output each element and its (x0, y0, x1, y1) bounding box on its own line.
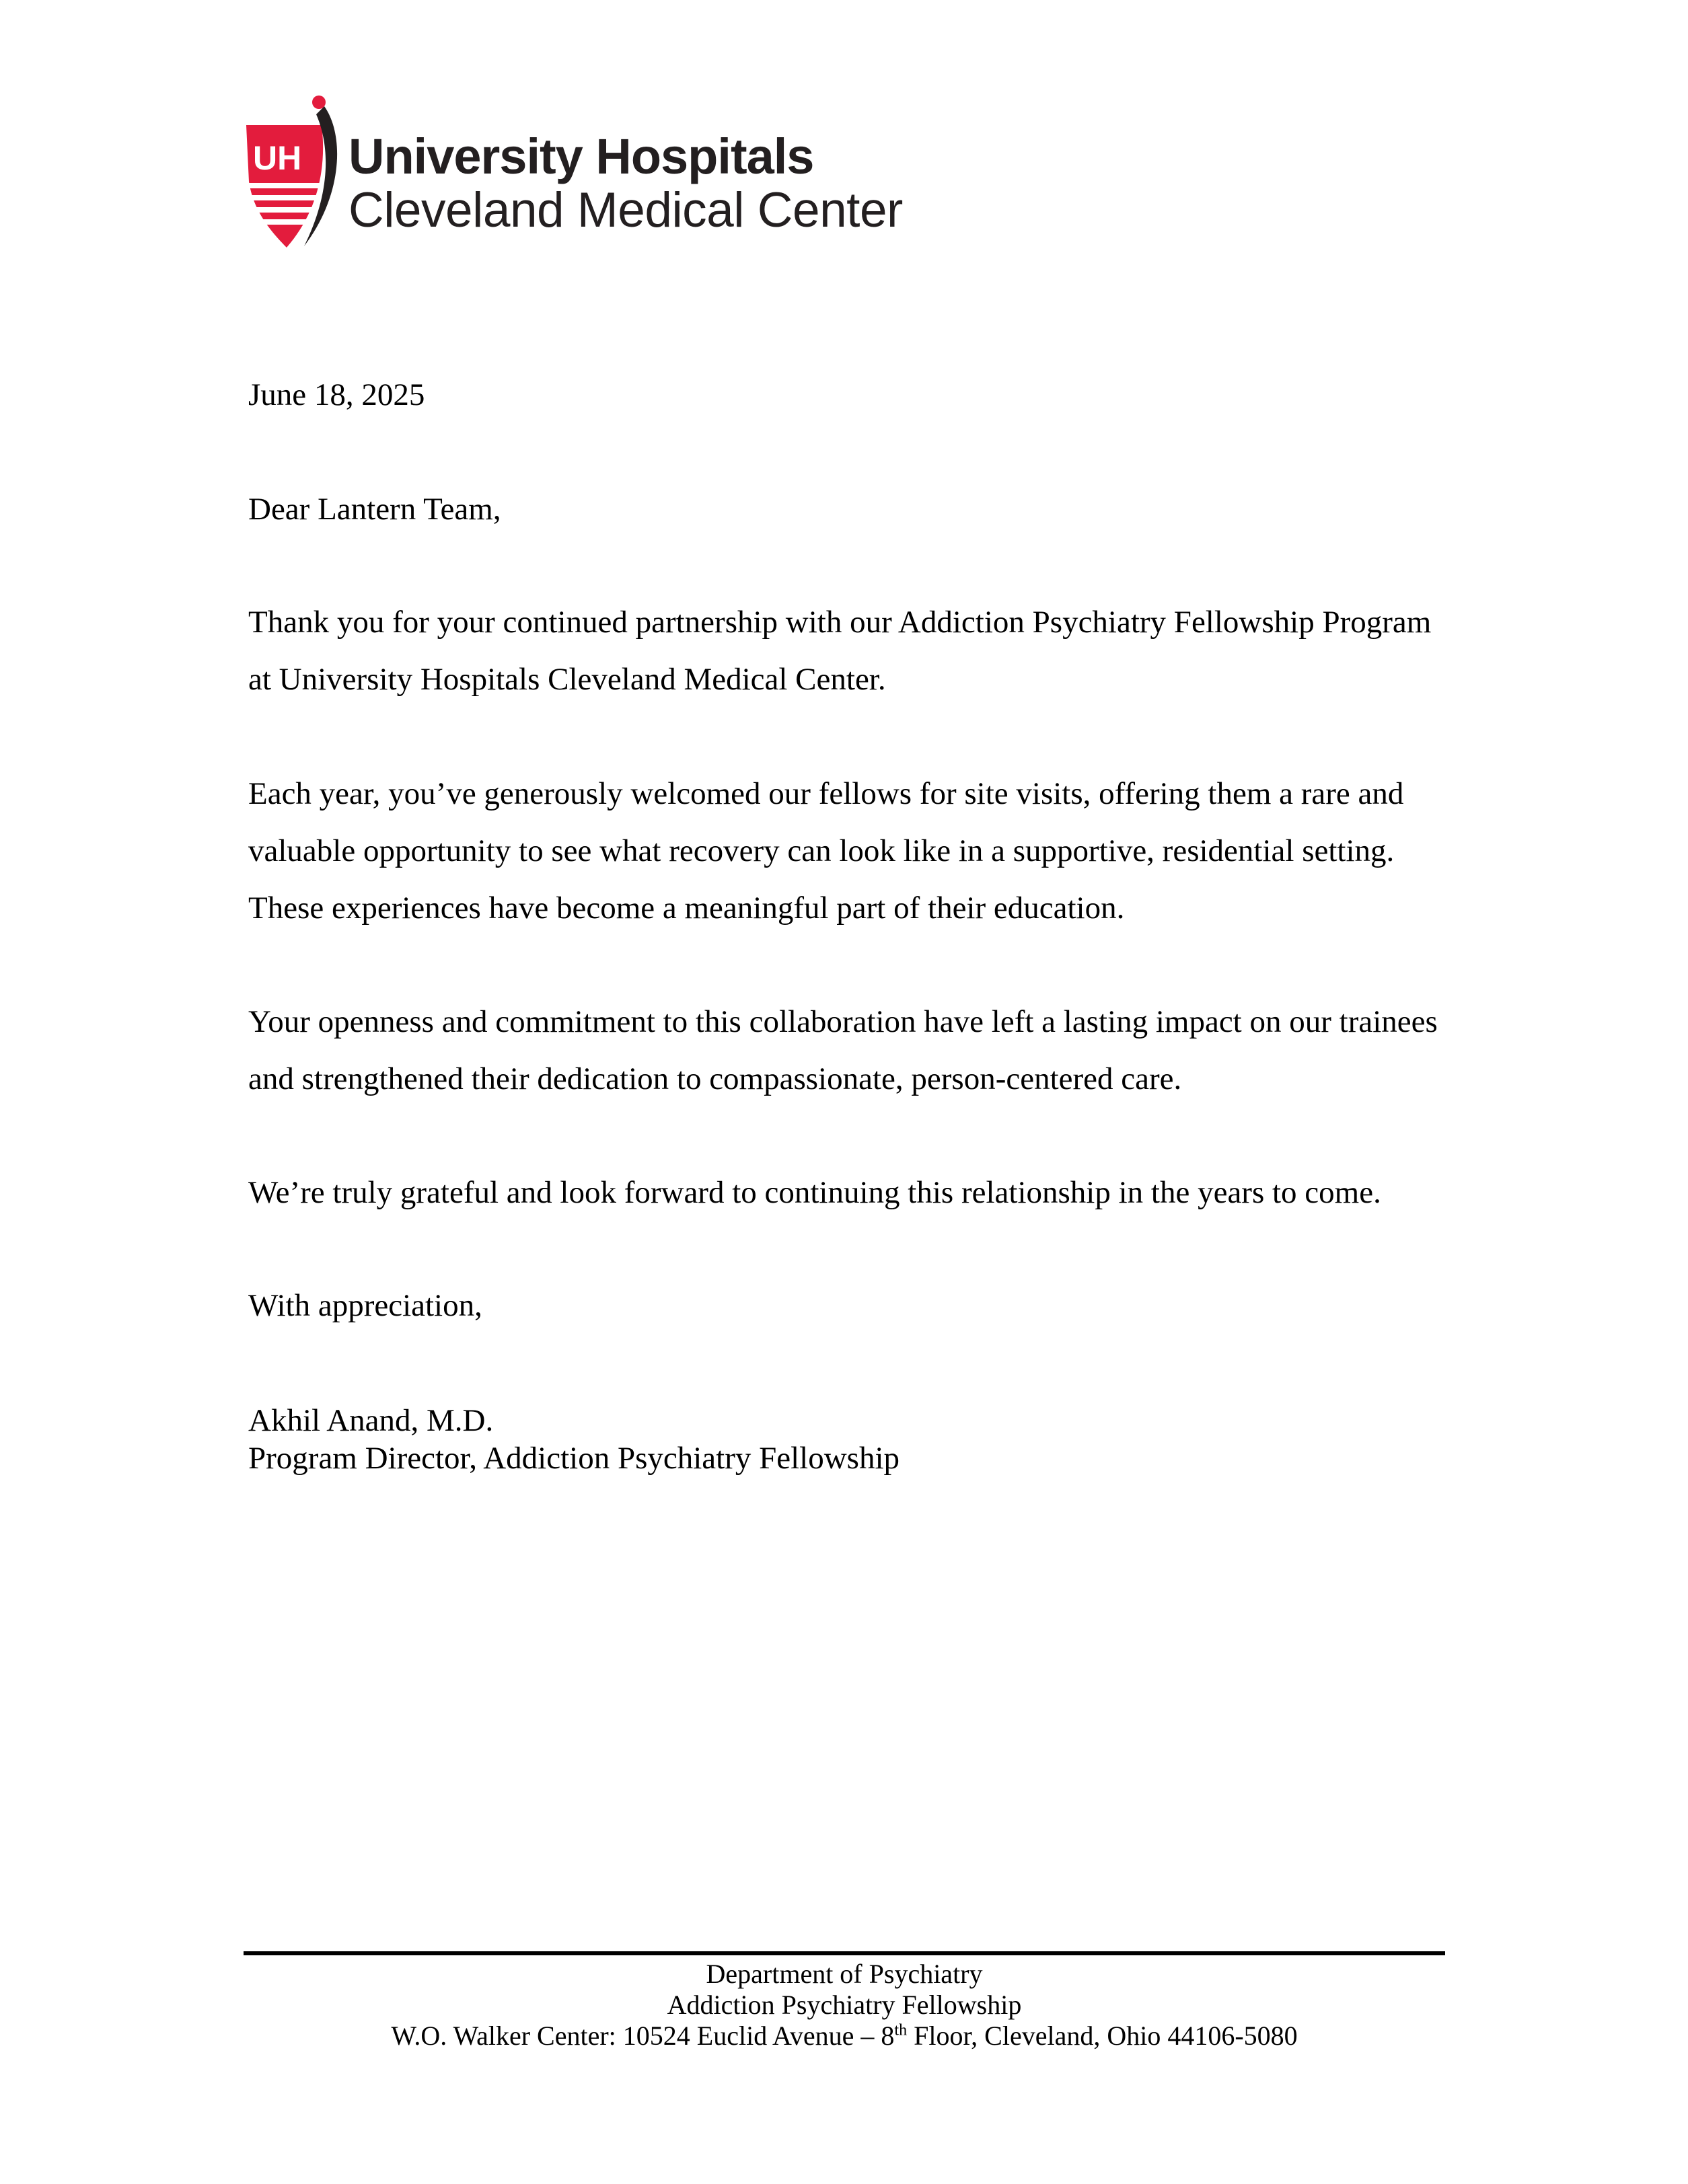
footer-divider (244, 1951, 1445, 1955)
footer-address-prefix: W.O. Walker Center: 10524 Euclid Avenue – 8 (391, 2021, 895, 2051)
footer-program: Addiction Psychiatry Fellowship (667, 1990, 1022, 2020)
logo-line-cleveland-medical-center: Cleveland Medical Center (348, 183, 903, 237)
footer-address-ordinal: th (894, 2021, 908, 2039)
salutation: Dear Lantern Team, (248, 492, 501, 527)
paragraph-2: Each year, you’ve generously welcomed our fellows for site visits, offering them a rare and valuable opportunity to see what recovery can look like in a supportive, residential setting. These experiences have become a meaningful part of their education. (248, 776, 1404, 926)
closing: With appreciation, (248, 1288, 482, 1323)
signer-name: Akhil Anand, M.D. (248, 1403, 494, 1438)
logo-line-university-hospitals: University Hospitals (348, 128, 814, 184)
footer-address (244, 2021, 1445, 2051)
svg-text:UH: UH (253, 139, 302, 177)
letter-date: June 18, 2025 (248, 377, 425, 412)
paragraph-1: Thank you for your continued partnership with our Addiction Psychiatry Fellowship Program at University Hospitals Cleveland Medical Center. (248, 605, 1432, 697)
paragraph-4: We’re truly grateful and look forward to continuing this relationship in the years to come. (248, 1175, 1381, 1210)
paragraph-3: Your openness and commitment to this collaboration have left a lasting impact on our trainees and strengthened their dedication to compassionate, person-centered care. (248, 1004, 1438, 1096)
uh-shield-logo-icon (242, 94, 363, 256)
university-hospitals-logo (242, 94, 903, 256)
footer-address-suffix: Floor, Cleveland, Ohio 44106-5080 (907, 2021, 1298, 2051)
footer-department: Department of Psychiatry (706, 1959, 983, 1989)
footer (244, 1959, 1445, 2051)
logo-wordmark (348, 128, 903, 237)
signer-title: Program Director, Addiction Psychiatry Fellowship (248, 1441, 900, 1476)
